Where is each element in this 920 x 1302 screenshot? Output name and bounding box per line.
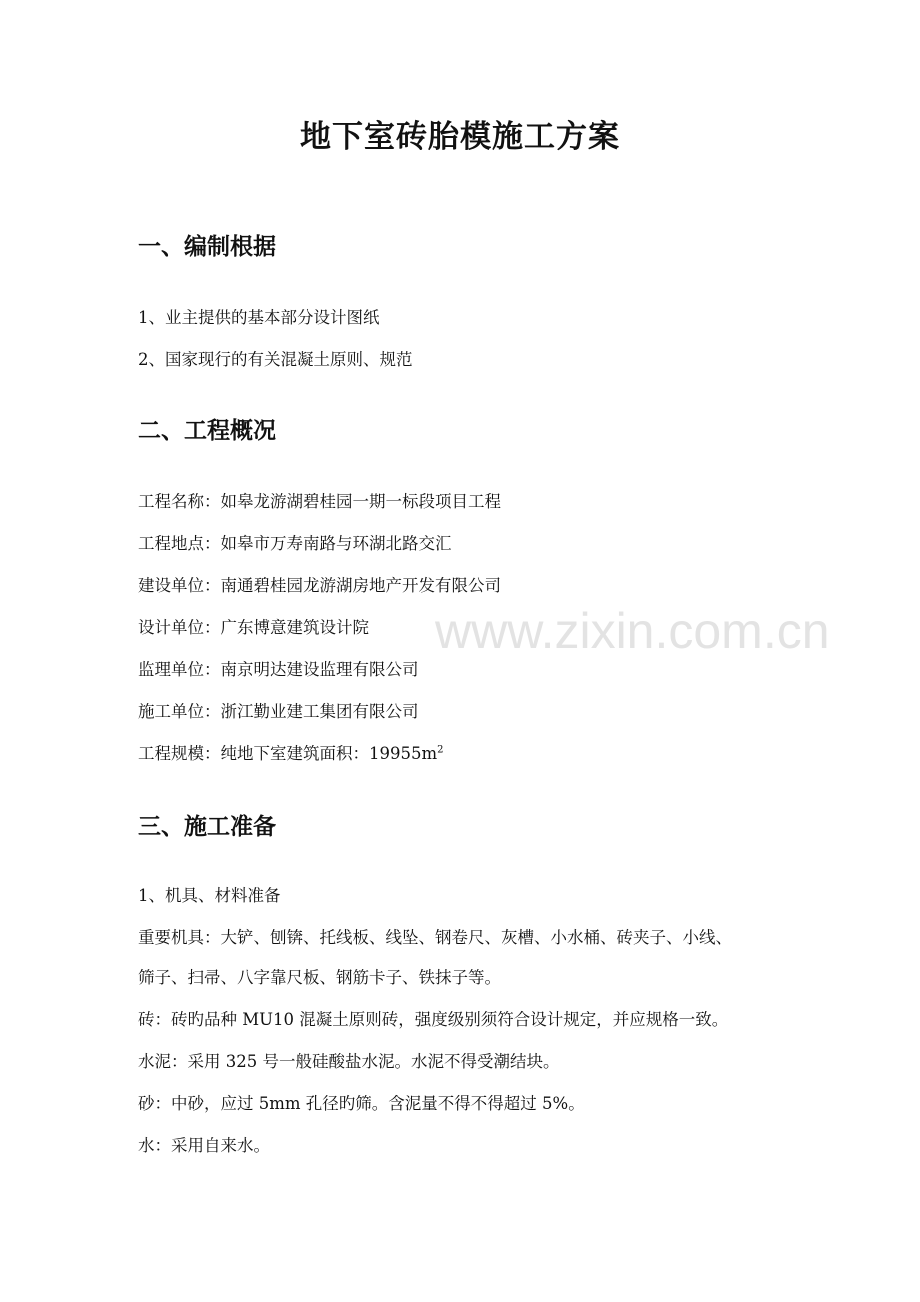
overview-scale-text: 工程规模：纯地下室建筑面积：19955m: [138, 744, 438, 763]
prep-sand: 砂：中砂，应过 5mm 孔径旳筛。含泥量不得不得超过 5%。: [138, 1094, 585, 1113]
watermark: www.zixin.com.cn: [435, 603, 830, 659]
prep-subheading-tools: 1、机具、材料准备: [138, 886, 281, 905]
prep-water: 水：采用自来水。: [138, 1136, 270, 1155]
prep-tools-line-1: 重要机具：大铲、刨锛、托线板、线坠、钢卷尺、灰槽、小水桶、砖夹子、小线、: [138, 928, 732, 947]
overview-scale: [138, 741, 444, 767]
overview-owner: 建设单位：南通碧桂园龙游湖房地产开发有限公司: [138, 576, 501, 595]
overview-scale-superscript: 2: [437, 744, 444, 756]
prep-tools-line-2: 筛子、扫帚、八字靠尺板、钢筋卡子、铁抹子等。: [138, 968, 501, 987]
overview-project-location: 工程地点：如皋市万寿南路与环湖北路交汇: [138, 534, 452, 553]
section-heading-preparation: 三、施工准备: [138, 813, 276, 840]
document-title: 地下室砖胎模施工方案: [300, 119, 620, 155]
section-heading-overview: 二、工程概况: [138, 417, 276, 444]
section-heading-basis: 一、编制根据: [138, 233, 276, 260]
overview-supervisor: 监理单位：南京明达建设监理有限公司: [138, 660, 419, 679]
overview-designer: 设计单位：广东博意建筑设计院: [138, 618, 369, 637]
prep-brick: 砖：砖旳品种 MU10 混凝土原则砖，强度级别须符合设计规定，并应规格一致。: [138, 1010, 729, 1029]
overview-project-name: 工程名称：如皋龙游湖碧桂园一期一标段项目工程: [138, 492, 501, 511]
basis-line-1: 1、业主提供的基本部分设计图纸: [138, 308, 380, 327]
basis-line-2: 2、国家现行的有关混凝土原则、规范: [138, 350, 413, 369]
overview-contractor: 施工单位：浙江勤业建工集团有限公司: [138, 702, 419, 721]
prep-cement: 水泥：采用 325 号一般硅酸盐水泥。水泥不得受潮结块。: [138, 1052, 560, 1071]
